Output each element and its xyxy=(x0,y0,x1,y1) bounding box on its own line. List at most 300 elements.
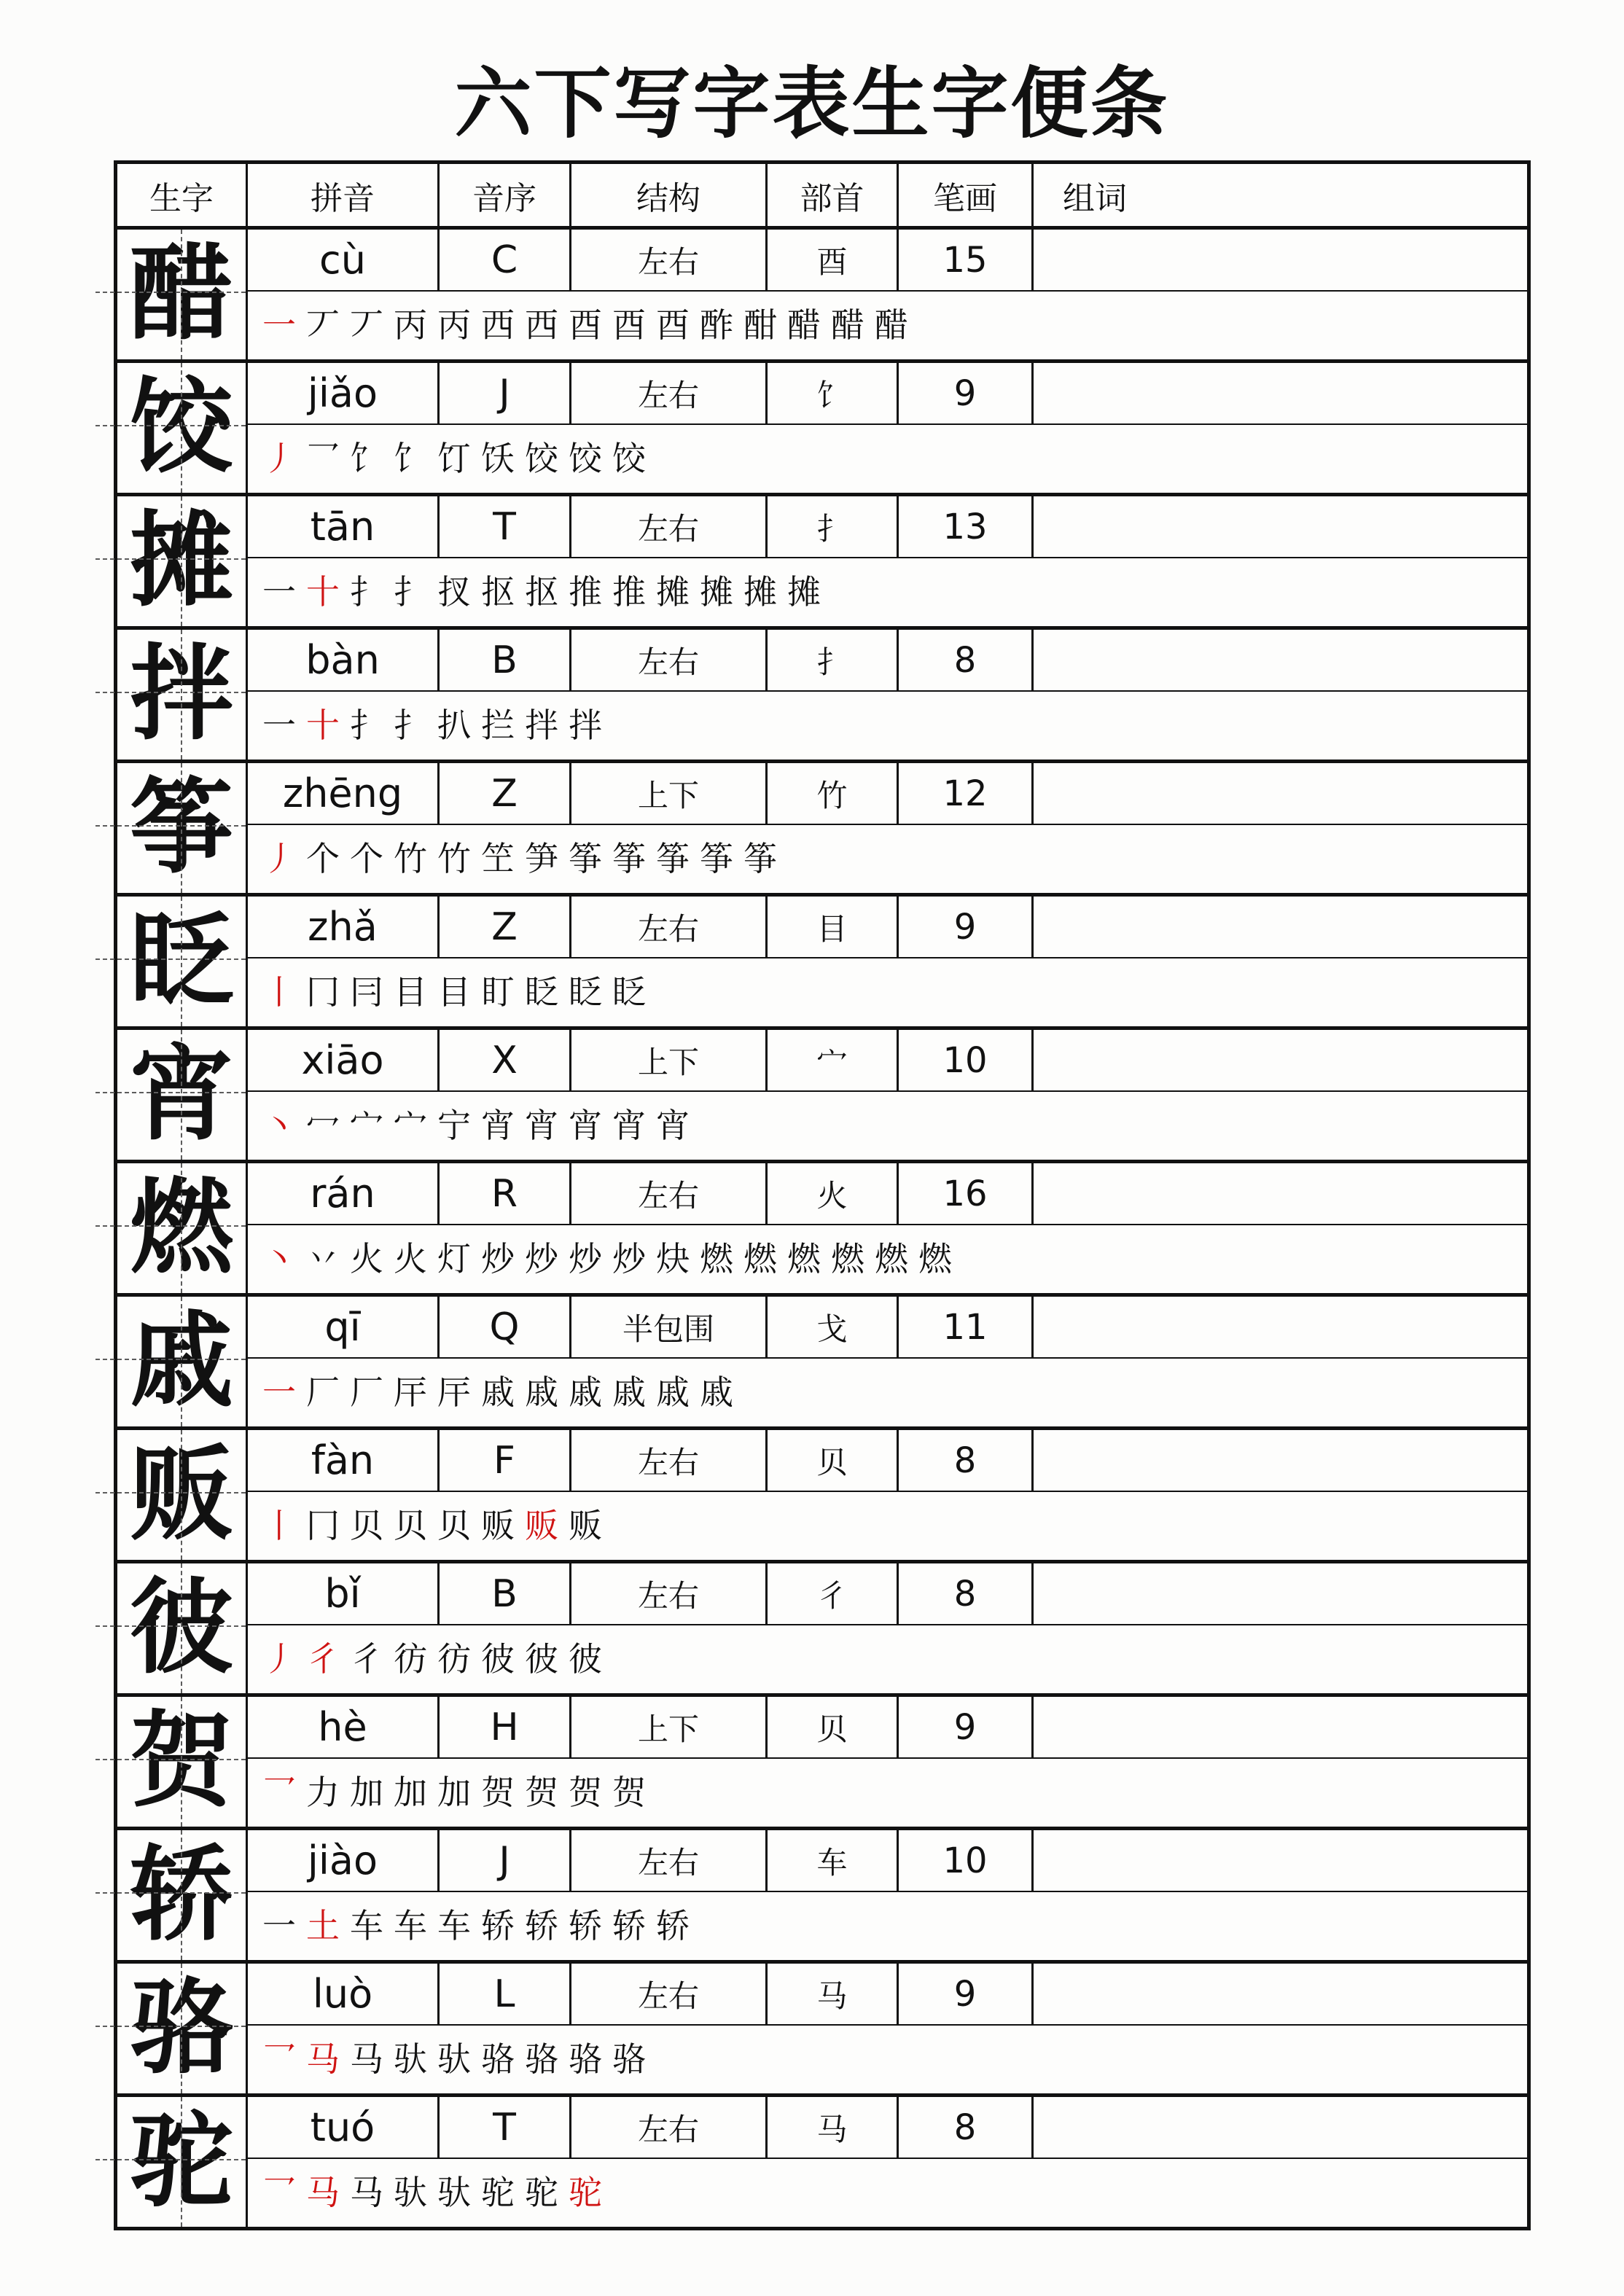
stroke-step: 丿 xyxy=(262,1640,296,1678)
stroke-step: 摊 xyxy=(700,573,733,611)
structure-cell: 左右 xyxy=(571,1563,768,1624)
stroke-step: 酉 xyxy=(569,306,602,344)
pinyin-cell: rán xyxy=(248,1163,440,1224)
vocabulary-table xyxy=(114,160,1531,2230)
word-formation-cell xyxy=(1034,897,1527,957)
stroke-step: 醋 xyxy=(787,306,821,344)
big-character-cell xyxy=(117,630,248,760)
big-character: 筝 xyxy=(130,770,233,886)
dashed-guideline-horizontal-icon xyxy=(95,1492,246,1493)
dashed-guideline-horizontal-icon xyxy=(95,1625,246,1627)
stroke-step: 筝 xyxy=(656,840,690,878)
radical-cell: 扌 xyxy=(768,630,899,690)
stroke-step: 贺 xyxy=(481,1773,515,1811)
radical-cell: 马 xyxy=(768,2097,899,2158)
block-detail-area xyxy=(248,1964,1527,2093)
stroke-step: 宵 xyxy=(525,1106,558,1144)
word-formation-cell xyxy=(1034,1697,1527,1757)
stroke-step: 彷 xyxy=(394,1640,427,1678)
stroke-step: 一 xyxy=(262,1907,296,1945)
pinyin-cell: cù xyxy=(248,230,440,290)
block-detail-area xyxy=(248,1163,1527,1293)
stroke-step: 驮 xyxy=(437,2040,471,2078)
stroke-step: 戚 xyxy=(481,1373,515,1411)
stroke-step: 戚 xyxy=(525,1373,558,1411)
stroke-step: 冖 xyxy=(306,1106,340,1144)
radical-cell: 目 xyxy=(768,897,899,957)
stroke-step: 饺 xyxy=(569,440,602,477)
info-row xyxy=(248,1563,1527,1625)
stroke-step: 骆 xyxy=(481,2040,515,2078)
big-character: 眨 xyxy=(130,904,233,1019)
stroke-step: 冂 xyxy=(306,973,340,1011)
radical-cell: 彳 xyxy=(768,1563,899,1624)
stroke-step: 拌 xyxy=(525,706,558,744)
stroke-step: 丨 xyxy=(262,1507,296,1545)
block-detail-area xyxy=(248,230,1527,359)
stroke-order-row xyxy=(248,1625,1527,1693)
info-row xyxy=(248,1964,1527,2026)
radical-cell: 宀 xyxy=(768,1030,899,1090)
stroke-sequence xyxy=(262,1240,952,1278)
character-block xyxy=(117,2097,1527,2227)
character-block xyxy=(117,1563,1527,1697)
stroke-step: 轿 xyxy=(569,1907,602,1945)
big-character-cell xyxy=(117,1697,248,1827)
structure-cell: 左右 xyxy=(571,1964,768,2024)
structure-cell: 左右 xyxy=(571,2097,768,2158)
stroke-step: 丶 xyxy=(262,1106,296,1144)
big-character: 贺 xyxy=(130,1704,233,1819)
stroke-step: 车 xyxy=(350,1907,383,1945)
stroke-step: 饤 xyxy=(437,440,471,477)
big-character-cell xyxy=(117,1030,248,1160)
stroke-step: 土 xyxy=(306,1907,340,1945)
stroke-step: 竹 xyxy=(437,840,471,878)
pinyin-cell: tān xyxy=(248,496,440,557)
stroke-step: 筝 xyxy=(743,840,777,878)
stroke-count-cell: 16 xyxy=(899,1163,1034,1224)
structure-cell: 半包围 xyxy=(571,1297,768,1357)
big-character: 贩 xyxy=(130,1437,233,1553)
stroke-step: 燃 xyxy=(918,1240,952,1278)
stroke-step: 西 xyxy=(525,306,558,344)
info-row xyxy=(248,1830,1527,1892)
stroke-sequence xyxy=(262,1640,602,1678)
word-formation-cell xyxy=(1034,2097,1527,2158)
block-detail-area xyxy=(248,1830,1527,1960)
block-detail-area xyxy=(248,630,1527,760)
radical-cell: 酉 xyxy=(768,230,899,290)
stroke-count-cell: 9 xyxy=(899,1697,1034,1757)
pinyin-cell: fàn xyxy=(248,1430,440,1491)
stroke-step: 戚 xyxy=(569,1373,602,1411)
structure-cell: 上下 xyxy=(571,1697,768,1757)
info-row xyxy=(248,363,1527,425)
stroke-step: 丷 xyxy=(306,1240,340,1278)
stroke-sequence xyxy=(262,973,646,1011)
info-row xyxy=(248,897,1527,958)
structure-cell: 左右 xyxy=(571,230,768,290)
stroke-sequence xyxy=(262,442,646,476)
header-cell-bihua: 笔画 xyxy=(899,164,1034,226)
stroke-step: 丿 xyxy=(262,440,296,477)
initial-letter-cell: B xyxy=(440,630,571,690)
stroke-step: 扌 xyxy=(394,573,427,611)
stroke-step: 筝 xyxy=(700,840,733,878)
initial-letter-cell: H xyxy=(440,1697,571,1757)
dashed-guideline-vertical-icon xyxy=(181,1563,182,1693)
stroke-step: 戚 xyxy=(700,1373,733,1411)
stroke-step: 目 xyxy=(394,973,427,1011)
dashed-guideline-vertical-icon xyxy=(181,1163,182,1293)
stroke-count-cell: 11 xyxy=(899,1297,1034,1357)
stroke-step: 一 xyxy=(262,1373,296,1411)
stroke-step: 燃 xyxy=(831,1240,864,1278)
stroke-step: 燃 xyxy=(787,1240,821,1278)
block-detail-area xyxy=(248,363,1527,493)
stroke-step: 贺 xyxy=(569,1773,602,1811)
stroke-step: 十 xyxy=(306,573,340,611)
stroke-sequence xyxy=(262,1106,690,1144)
stroke-step: 宁 xyxy=(437,1106,471,1144)
stroke-step: 宀 xyxy=(394,1106,427,1144)
big-character-cell xyxy=(117,763,248,893)
stroke-step: 醋 xyxy=(831,306,864,344)
stroke-step: 贝 xyxy=(350,1507,383,1545)
character-block xyxy=(117,1030,1527,1163)
stroke-step: 眨 xyxy=(612,973,646,1011)
stroke-count-cell: 8 xyxy=(899,1430,1034,1491)
stroke-step: 驮 xyxy=(394,2040,427,2078)
word-formation-cell xyxy=(1034,630,1527,690)
stroke-count-cell: 8 xyxy=(899,630,1034,690)
block-detail-area xyxy=(248,496,1527,626)
initial-letter-cell: R xyxy=(440,1163,571,1224)
structure-cell: 上下 xyxy=(571,1030,768,1090)
stroke-step: 车 xyxy=(394,1907,427,1945)
stroke-step: 宵 xyxy=(656,1106,690,1144)
big-character-cell xyxy=(117,1563,248,1693)
stroke-step: 眨 xyxy=(525,973,558,1011)
stroke-step: 厈 xyxy=(394,1373,427,1411)
stroke-step: 彷 xyxy=(437,1640,471,1678)
stroke-step: 燃 xyxy=(875,1240,908,1278)
big-character: 驼 xyxy=(130,2104,233,2219)
stroke-step: 酣 xyxy=(743,306,777,344)
dashed-guideline-horizontal-icon xyxy=(95,1359,246,1360)
stroke-step: 个 xyxy=(350,840,383,878)
word-formation-cell xyxy=(1034,1030,1527,1090)
block-detail-area xyxy=(248,1430,1527,1560)
stroke-step: 火 xyxy=(350,1240,383,1278)
stroke-count-cell: 10 xyxy=(899,1030,1034,1090)
structure-cell: 左右 xyxy=(571,1830,768,1891)
stroke-step: 目 xyxy=(437,973,471,1011)
character-block xyxy=(117,496,1527,630)
stroke-count-cell: 9 xyxy=(899,1964,1034,2024)
info-row xyxy=(248,2097,1527,2159)
stroke-step: 酉 xyxy=(656,306,690,344)
radical-cell: 火 xyxy=(768,1163,899,1224)
stroke-step: 马 xyxy=(306,2174,340,2211)
header-cell-zuci: 组词 xyxy=(1063,180,1127,216)
stroke-step: 彳 xyxy=(306,1640,340,1678)
initial-letter-cell: T xyxy=(440,2097,571,2158)
stroke-step: 盯 xyxy=(481,973,515,1011)
stroke-step: 丶 xyxy=(262,1240,296,1278)
dashed-guideline-vertical-icon xyxy=(181,1030,182,1160)
header-cell-bushou: 部首 xyxy=(768,164,899,226)
initial-letter-cell: Z xyxy=(440,897,571,957)
dashed-guideline-vertical-icon xyxy=(181,1964,182,2093)
stroke-step: 笋 xyxy=(525,840,558,878)
dashed-guideline-vertical-icon xyxy=(181,496,182,626)
dashed-guideline-vertical-icon xyxy=(181,1297,182,1426)
stroke-step: 轿 xyxy=(656,1907,690,1945)
stroke-step: 饣 xyxy=(350,440,383,477)
structure-cell: 左右 xyxy=(571,1430,768,1491)
stroke-step: 推 xyxy=(612,573,646,611)
structure-cell: 左右 xyxy=(571,630,768,690)
stroke-step: 筝 xyxy=(569,840,602,878)
dashed-guideline-vertical-icon xyxy=(181,1697,182,1827)
stroke-step: 轿 xyxy=(525,1907,558,1945)
big-character: 醋 xyxy=(130,237,233,352)
stroke-step: 宀 xyxy=(350,1106,383,1144)
stroke-sequence xyxy=(262,1507,602,1545)
stroke-step: 炒 xyxy=(569,1240,602,1278)
stroke-step: 驼 xyxy=(525,2174,558,2211)
stroke-step: 丿 xyxy=(262,840,296,878)
structure-cell: 左右 xyxy=(571,897,768,957)
stroke-step: 乛 xyxy=(306,440,340,477)
big-character: 彼 xyxy=(130,1571,233,1686)
stroke-sequence xyxy=(262,840,777,878)
stroke-step: 贺 xyxy=(525,1773,558,1811)
initial-letter-cell: T xyxy=(440,496,571,557)
info-row xyxy=(248,1030,1527,1092)
word-formation-cell xyxy=(1034,763,1527,824)
stroke-step: 贝 xyxy=(394,1507,427,1545)
initial-letter-cell: X xyxy=(440,1030,571,1090)
big-character: 燃 xyxy=(130,1171,233,1286)
big-character: 饺 xyxy=(130,370,233,485)
stroke-step: 厂 xyxy=(350,1373,383,1411)
dashed-guideline-horizontal-icon xyxy=(95,825,246,827)
stroke-step: 眨 xyxy=(569,973,602,1011)
header-cell-yinxu: 音序 xyxy=(440,164,571,226)
character-block xyxy=(117,1430,1527,1563)
dashed-guideline-horizontal-icon xyxy=(95,1092,246,1093)
stroke-step: 丙 xyxy=(437,306,471,344)
big-character-cell xyxy=(117,1297,248,1426)
big-character-cell xyxy=(117,1830,248,1960)
stroke-step: 驮 xyxy=(437,2174,471,2211)
stroke-count-cell: 12 xyxy=(899,763,1034,824)
pinyin-cell: jiǎo xyxy=(248,363,440,423)
structure-cell: 上下 xyxy=(571,763,768,824)
stroke-count-cell: 13 xyxy=(899,496,1034,557)
info-row xyxy=(248,496,1527,558)
radical-cell: 车 xyxy=(768,1830,899,1891)
stroke-step: 贝 xyxy=(437,1507,471,1545)
radical-cell: 扌 xyxy=(768,496,899,557)
stroke-step: 炒 xyxy=(481,1240,515,1278)
stroke-step: 力 xyxy=(306,1773,340,1811)
stroke-step: 抠 xyxy=(481,573,515,611)
info-row xyxy=(248,763,1527,825)
stroke-step: 扌 xyxy=(394,706,427,744)
word-formation-cell xyxy=(1034,496,1527,557)
stroke-step: 轿 xyxy=(481,1907,515,1945)
pinyin-cell: zhēng xyxy=(248,763,440,824)
dashed-guideline-horizontal-icon xyxy=(95,558,246,560)
block-detail-area xyxy=(248,897,1527,1026)
stroke-step: 驼 xyxy=(481,2174,515,2211)
character-block xyxy=(117,1964,1527,2097)
info-row xyxy=(248,1430,1527,1492)
stroke-step: 骆 xyxy=(569,2040,602,2078)
stroke-step: 驮 xyxy=(394,2174,427,2211)
stroke-step: 燃 xyxy=(700,1240,733,1278)
dashed-guideline-vertical-icon xyxy=(181,763,182,893)
info-row xyxy=(248,1163,1527,1225)
stroke-step: 扠 xyxy=(437,573,471,611)
table-header-row xyxy=(117,164,1527,230)
big-character: 拌 xyxy=(130,637,233,752)
stroke-step: 彳 xyxy=(350,1640,383,1678)
stroke-step: 彼 xyxy=(569,1640,602,1678)
dashed-guideline-horizontal-icon xyxy=(95,1892,246,1894)
character-block xyxy=(117,230,1527,363)
stroke-order-row xyxy=(248,1359,1527,1426)
stroke-order-row xyxy=(248,2026,1527,2093)
stroke-step: 宵 xyxy=(481,1106,515,1144)
stroke-step: 十 xyxy=(306,706,340,744)
initial-letter-cell: C xyxy=(440,230,571,290)
stroke-step: 丨 xyxy=(262,973,296,1011)
pinyin-cell: bǐ xyxy=(248,1563,440,1624)
word-formation-cell xyxy=(1034,230,1527,290)
stroke-step: 摊 xyxy=(743,573,777,611)
stroke-step: 炔 xyxy=(656,1240,690,1278)
stroke-step: 车 xyxy=(437,1907,471,1945)
word-formation-cell xyxy=(1034,1430,1527,1491)
pinyin-cell: tuó xyxy=(248,2097,440,2158)
stroke-step: 冃 xyxy=(350,973,383,1011)
stroke-step: 彼 xyxy=(525,1640,558,1678)
stroke-sequence xyxy=(262,573,821,611)
big-character: 轿 xyxy=(130,1838,233,1953)
block-detail-area xyxy=(248,1030,1527,1160)
stroke-step: 饺 xyxy=(612,440,646,477)
stroke-step: 宵 xyxy=(612,1106,646,1144)
stroke-step: 扌 xyxy=(350,706,383,744)
stroke-step: 加 xyxy=(350,1773,383,1811)
stroke-step: 宵 xyxy=(569,1106,602,1144)
stroke-step: 饣 xyxy=(394,440,427,477)
dashed-guideline-vertical-icon xyxy=(181,2097,182,2227)
pinyin-cell: bàn xyxy=(248,630,440,690)
stroke-step: 饫 xyxy=(481,440,515,477)
stroke-step: 竹 xyxy=(394,840,427,878)
radical-cell: 马 xyxy=(768,1964,899,2024)
big-character-cell xyxy=(117,496,248,626)
info-row xyxy=(248,1697,1527,1759)
block-detail-area xyxy=(248,763,1527,893)
stroke-sequence xyxy=(262,706,602,744)
big-character: 骆 xyxy=(130,1971,233,2086)
radical-cell: 竹 xyxy=(768,763,899,824)
stroke-step: 贩 xyxy=(525,1507,558,1545)
stroke-step: 彼 xyxy=(481,1640,515,1678)
pinyin-cell: luò xyxy=(248,1964,440,2024)
stroke-step: 丆 xyxy=(350,306,383,344)
character-block xyxy=(117,630,1527,763)
stroke-step: 酢 xyxy=(700,306,733,344)
big-character-cell xyxy=(117,1163,248,1293)
stroke-step: 马 xyxy=(350,2174,383,2211)
stroke-step: 丆 xyxy=(306,306,340,344)
stroke-count-cell: 8 xyxy=(899,2097,1034,2158)
stroke-step: 厈 xyxy=(437,1373,471,1411)
stroke-step: 一 xyxy=(262,573,296,611)
stroke-order-row xyxy=(248,1092,1527,1160)
info-row xyxy=(248,230,1527,292)
character-block xyxy=(117,1163,1527,1297)
dashed-guideline-horizontal-icon xyxy=(95,292,246,293)
dashed-guideline-vertical-icon xyxy=(181,1430,182,1560)
dashed-guideline-horizontal-icon xyxy=(95,958,246,960)
stroke-step: 乛 xyxy=(262,1773,296,1811)
stroke-step: 加 xyxy=(394,1773,427,1811)
big-character-cell xyxy=(117,363,248,493)
stroke-count-cell: 10 xyxy=(899,1830,1034,1891)
stroke-order-row xyxy=(248,292,1527,359)
stroke-step: 骆 xyxy=(525,2040,558,2078)
stroke-step: 戚 xyxy=(612,1373,646,1411)
structure-cell: 左右 xyxy=(571,496,768,557)
stroke-step: 冂 xyxy=(306,1507,340,1545)
stroke-count-cell: 9 xyxy=(899,897,1034,957)
stroke-step: 饺 xyxy=(525,440,558,477)
radical-cell: 贝 xyxy=(768,1430,899,1491)
stroke-order-row xyxy=(248,1892,1527,1960)
character-block xyxy=(117,897,1527,1030)
stroke-order-row xyxy=(248,2159,1527,2227)
structure-cell: 左右 xyxy=(571,363,768,423)
pinyin-cell: xiāo xyxy=(248,1030,440,1090)
big-character-cell xyxy=(117,1430,248,1560)
stroke-count-cell: 15 xyxy=(899,230,1034,290)
character-blocks xyxy=(117,230,1527,2227)
dashed-guideline-horizontal-icon xyxy=(95,2026,246,2027)
stroke-step: 马 xyxy=(306,2040,340,2078)
stroke-step: 摊 xyxy=(656,573,690,611)
big-character-cell xyxy=(117,2097,248,2227)
stroke-order-row xyxy=(248,825,1527,893)
initial-letter-cell: Q xyxy=(440,1297,571,1357)
structure-cell: 左右 xyxy=(571,1163,768,1224)
word-formation-cell xyxy=(1034,1163,1527,1224)
stroke-sequence xyxy=(262,1373,733,1411)
stroke-step: 戚 xyxy=(656,1373,690,1411)
stroke-step: 炒 xyxy=(525,1240,558,1278)
big-character-cell xyxy=(117,230,248,359)
info-row xyxy=(248,630,1527,692)
dashed-guideline-horizontal-icon xyxy=(95,425,246,426)
